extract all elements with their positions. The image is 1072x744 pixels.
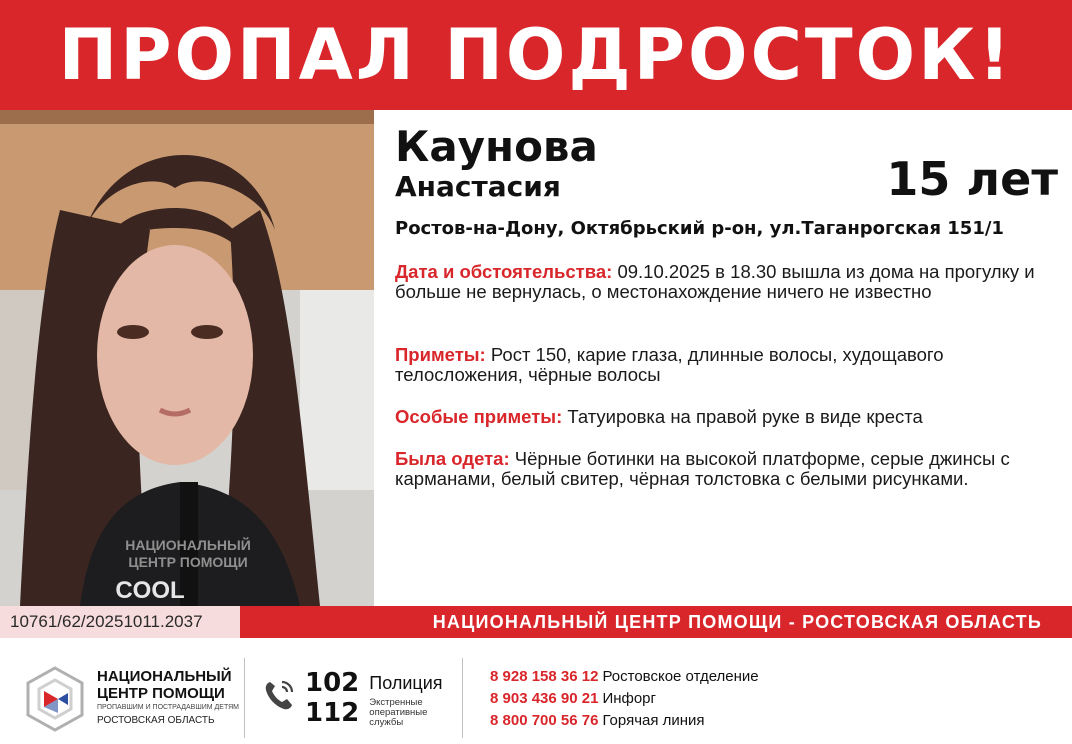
shirt-print-text: COOL (115, 577, 185, 604)
phone-icon (262, 678, 296, 717)
photo-watermark-line2: ЦЕНТР ПОМОЩИ (128, 554, 248, 570)
hexagon-logo-icon (24, 666, 86, 737)
photo-watermark-line1: НАЦИОНАЛЬНЫЙ (125, 537, 251, 553)
detail-text: 09.10.2025 в 18.30 вышла из дома на прогулку и больше не вернулась, о местонахождение ничего не известно (395, 261, 1035, 302)
organization-logo-text (97, 668, 239, 727)
contact-row (490, 688, 759, 710)
emergency-number: 112 (305, 698, 360, 728)
police-label: Полиция (369, 672, 443, 693)
detail-label: Была одета: (395, 448, 510, 469)
detail-text: Татуировка на правой руке в виде креста (567, 406, 923, 427)
logo-region: РОСТОВСКАЯ ОБЛАСТЬ (97, 715, 215, 726)
page-title: ПРОПАЛ ПОДРОСТОК! (58, 14, 1014, 96)
person-age: 15 лет (886, 152, 1058, 206)
contact-phone: 8 903 436 90 21 (490, 690, 599, 707)
contact-row (490, 666, 759, 688)
detail-label: Приметы: (395, 344, 486, 365)
contact-row (490, 710, 759, 732)
missing-person-photo (0, 110, 374, 606)
logo-line2: ЦЕНТР ПОМОЩИ (97, 685, 225, 702)
case-code: 10761/62/20251011.2037 (0, 606, 240, 638)
detail-text: Рост 150, карие глаза, длинные волосы, худощавого телосложения, чёрные волосы (395, 344, 944, 385)
detail-text: Чёрные ботинки на высокой платформе, серые джинсы с карманами, белый свитер, чёрная толстовка с белыми рисунками. (395, 448, 1010, 489)
emergency-numbers (305, 668, 449, 728)
contact-phone: 8 800 700 56 76 (490, 712, 599, 729)
detail-features (395, 345, 1035, 385)
organization-strip (0, 606, 1072, 638)
contact-label: Ростовское отделение (602, 668, 759, 685)
contact-list (490, 666, 759, 732)
emergency-label: Экстренные оперативные службы (369, 697, 428, 728)
police-number: 102 (305, 668, 360, 698)
contact-label: Инфорг (602, 690, 656, 707)
contact-label: Горячая линия (602, 712, 705, 729)
contact-phone: 8 928 158 36 12 (490, 668, 599, 685)
logo-line1: НАЦИОНАЛЬНЫЙ (97, 668, 232, 685)
detail-clothing (395, 449, 1035, 489)
person-first-name: Анастасия (395, 170, 561, 203)
detail-label: Дата и обстоятельства: (395, 261, 613, 282)
detail-circumstances (395, 262, 1035, 302)
logo-subtitle: ПРОПАВШИМ И ПОСТРАДАВШИМ ДЕТЯМ (97, 704, 239, 711)
contacts-footer (0, 638, 1072, 744)
person-info (395, 110, 1060, 606)
footer-divider (462, 658, 463, 738)
detail-label: Особые приметы: (395, 406, 563, 427)
detail-special-marks (395, 407, 1035, 427)
header-banner (0, 0, 1072, 110)
footer-divider (244, 658, 245, 738)
organization-region: НАЦИОНАЛЬНЫЙ ЦЕНТР ПОМОЩИ - РОСТОВСКАЯ ОБЛАСТЬ (432, 612, 1042, 632)
person-address: Ростов-на-Дону, Октябрьский р-он, ул.Таганрогская 151/1 (395, 218, 1004, 239)
person-surname: Каунова (395, 122, 598, 171)
